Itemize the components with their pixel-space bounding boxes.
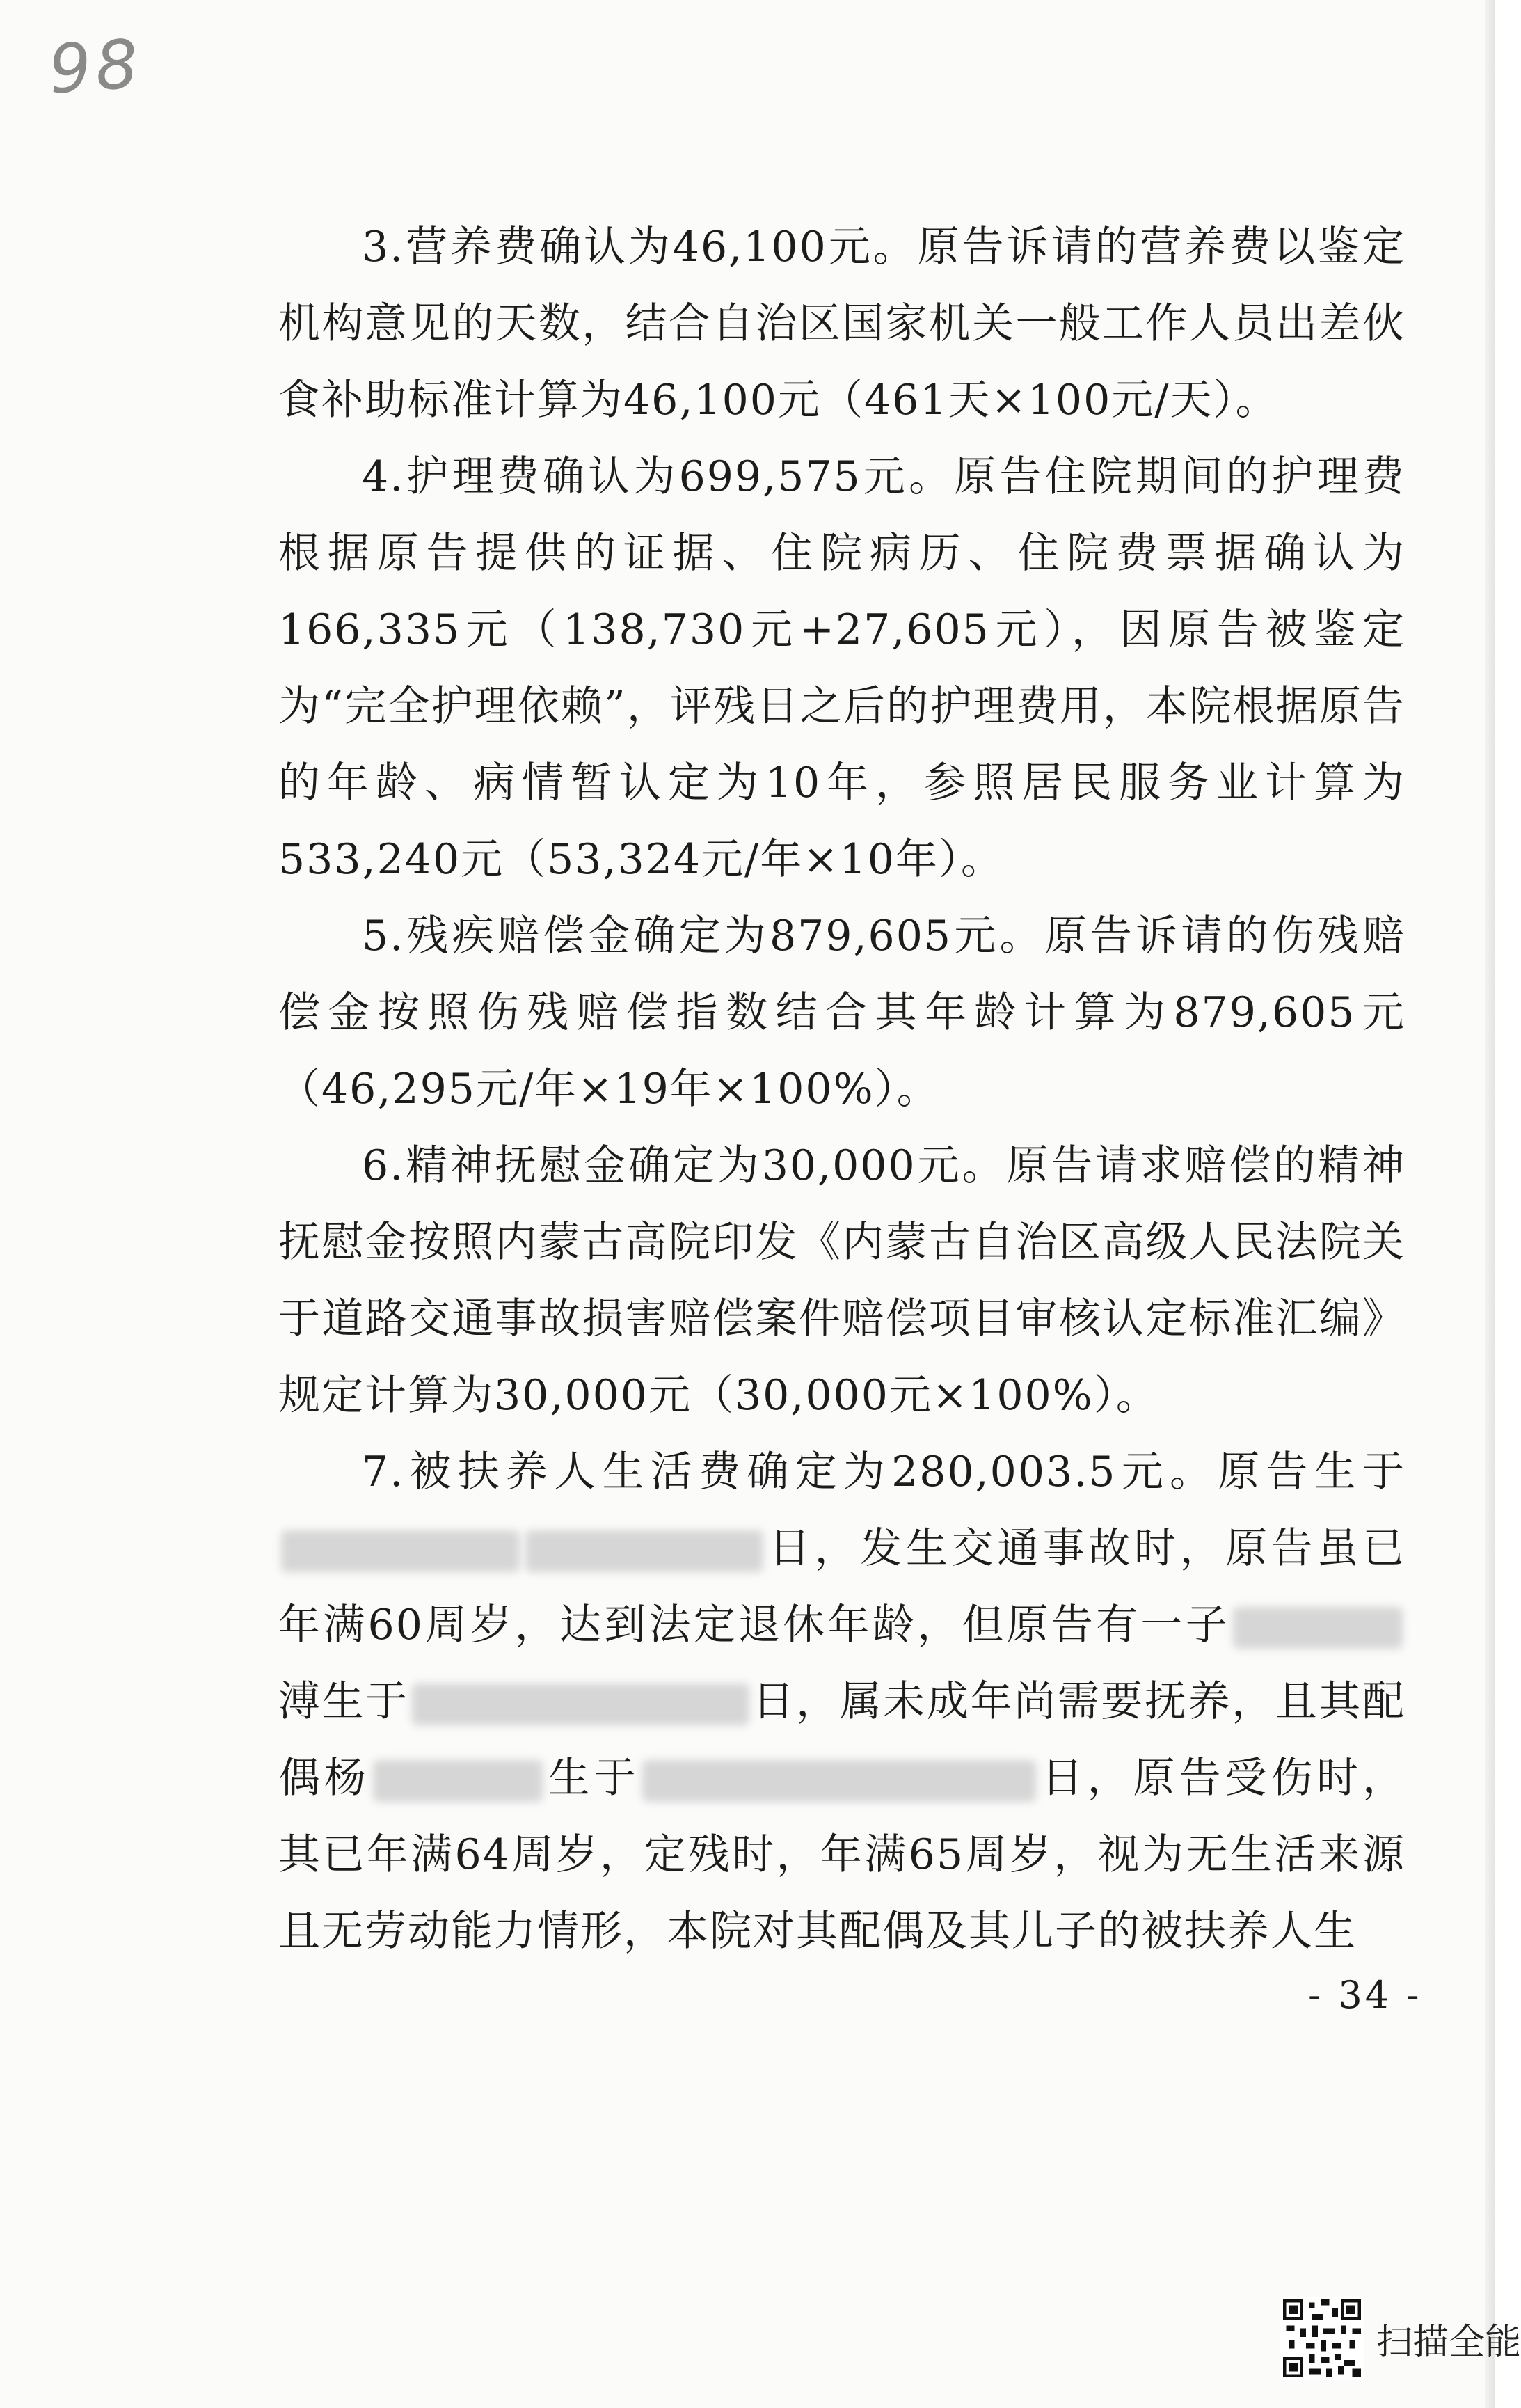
paragraph-text: 生于 — [545, 1754, 640, 1803]
paragraph-text: 5.残疾赔偿金确定为879,605元。原告诉请的伤残赔偿金按照伤残赔偿指数结合其年龄计算为879,605元（46,295元/年×19年×100%）。 — [278, 912, 1405, 1114]
redacted-text — [281, 1530, 520, 1572]
paragraph-nursing-fee — [278, 438, 1405, 898]
paragraph-nutrition-fee — [278, 209, 1405, 438]
paragraph-dependant-living-expenses — [278, 1434, 1405, 1970]
document-body — [278, 209, 1405, 1970]
paragraph-text: 4.护理费确认为699,575元。原告住院期间的护理费根据原告提供的证据、住院病历、住院费票据确认为166,335元（138,730元+27,605元），因原告被鉴定为“完全护理依赖”，评残日之后的护理费用，本院根据原告的年龄、病情暂认定为10年，参照居民服务业计算为533,240元（53,324元/年×10年）。 — [278, 452, 1405, 884]
scan-app-badge — [1280, 2297, 1521, 2380]
redacted-text — [525, 1530, 764, 1572]
redacted-text — [373, 1760, 543, 1802]
scan-app-label: 扫描全能 — [1376, 2321, 1521, 2363]
paragraph-text: 日，属未成年尚需要抚养，且其配偶杨 — [278, 1677, 1406, 1803]
paper-edge — [1485, 0, 1495, 2408]
page-number: - 34 - — [1308, 1973, 1422, 2017]
paragraph-text: 6.精神抚慰金确定为30,000元。原告请求赔偿的精神抚慰金按照内蒙古高院印发《内蒙古自治区高级人民法院关于道路交通事故损害赔偿案件赔偿项目审核认定标准汇编》规定计算为30,000元（30,000元×100%）。 — [278, 1141, 1405, 1420]
redacted-text — [412, 1684, 749, 1725]
paragraph-text: 溥生于 — [278, 1677, 409, 1726]
paragraph-text: 7.被扶养人生活费确定为280,003.5元。原告生于 — [362, 1448, 1405, 1496]
handwritten-page-mark: 98 — [46, 24, 145, 109]
redacted-text — [642, 1760, 1035, 1802]
redacted-text — [1233, 1607, 1403, 1649]
paragraph-disability-compensation — [278, 898, 1405, 1127]
paragraph-text: 日，发生交通事故时，原告虽已年满60周岁，达到法定退休年龄，但原告有一子 — [278, 1524, 1405, 1649]
paragraph-mental-solace — [278, 1127, 1405, 1434]
qr-code-icon — [1280, 2297, 1364, 2380]
paragraph-text: 日，原告受伤时，其已年满64周岁，定残时，年满65周岁，视为无生活来源且无劳动能力情形，本院对其配偶及其儿子的被扶养人生 — [278, 1754, 1406, 1956]
paragraph-text: 3.营养费确认为46,100元。原告诉请的营养费以鉴定机构意见的天数，结合自治区国家机关一般工作人员出差伙食补助标准计算为46,100元（461天×100元/天）。 — [278, 223, 1405, 425]
